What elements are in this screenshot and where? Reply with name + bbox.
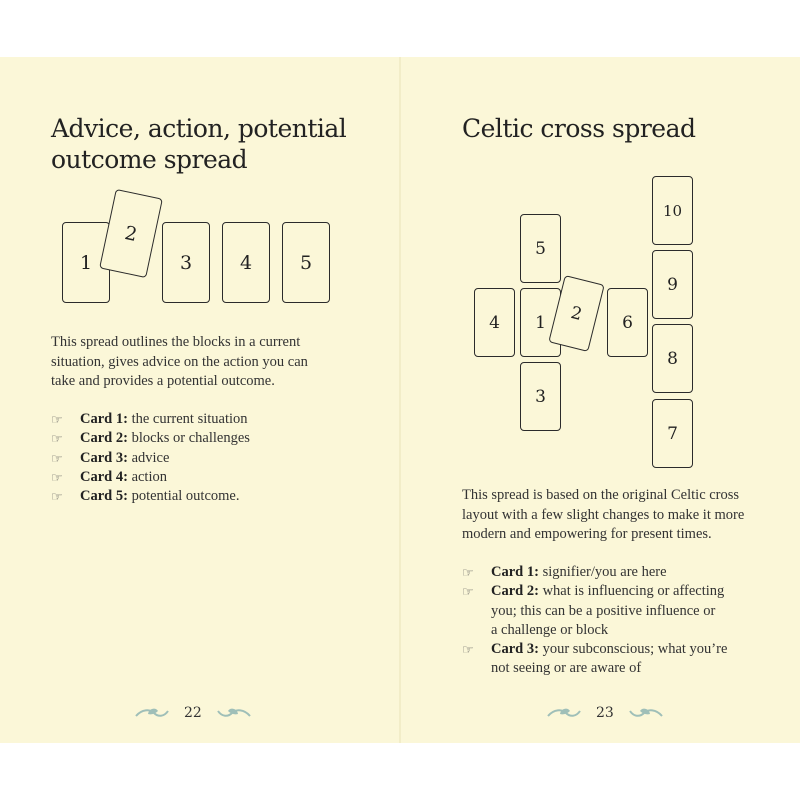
right-description-line1: This spread is based on the original Celtic cross [462, 487, 740, 503]
left-description [51, 333, 308, 392]
left-card-list [51, 410, 250, 506]
list-item: ☞ Card 2: blocks or challenges [51, 429, 250, 448]
left-page-title [51, 113, 346, 175]
right-description-line3: modern and empowering for present times. [462, 526, 712, 542]
celtic-card-7: 7 [652, 399, 693, 468]
left-page-footer [134, 705, 252, 721]
celtic-card-9: 9 [652, 250, 693, 319]
spread-card-5: 5 [282, 222, 330, 303]
pointing-hand-icon: ☞ [51, 431, 63, 447]
spread-card-2: 2 [99, 189, 163, 278]
left-title-line1: Advice, action, potential [51, 114, 347, 143]
leaf-flourish-icon [546, 705, 582, 721]
list-item: ☞ Card 1: signifier/you are here [462, 563, 727, 582]
right-description-line2: layout with a few slight changes to make it more [462, 506, 745, 523]
list-item: ☞ Card 5: potential outcome. [51, 487, 250, 506]
pointing-hand-icon: ☞ [462, 642, 474, 658]
list-item: ☞ Card 2: what is influencing or affecting you; this can be a positive influence or a challenge or block [462, 583, 725, 638]
list-item: ☞ Card 3: your subconscious; what you’re not seeing or are aware of [462, 641, 728, 677]
spread-card-4: 4 [222, 222, 270, 303]
right-card-list [462, 563, 727, 679]
pointing-hand-icon: ☞ [51, 450, 63, 466]
left-description-line2: situation, gives advice on the action you can [51, 353, 308, 370]
pointing-hand-icon: ☞ [51, 412, 63, 427]
pointing-hand-icon: ☞ [51, 469, 63, 485]
list-item: ☞ Card 3: advice [51, 449, 250, 468]
page-number: 23 [596, 705, 614, 721]
celtic-card-3: 3 [520, 362, 561, 431]
right-description [462, 486, 744, 545]
leaf-flourish-icon [134, 705, 170, 721]
celtic-card-8: 8 [652, 324, 693, 393]
celtic-card-6: 6 [607, 288, 648, 357]
pointing-hand-icon: ☞ [462, 565, 474, 580]
celtic-card-5: 5 [520, 214, 561, 283]
leaf-flourish-icon [628, 705, 664, 721]
left-description-line3: take and provides a potential outcome. [51, 373, 275, 389]
celtic-card-10: 10 [652, 176, 693, 245]
right-page-footer [546, 705, 664, 721]
right-page-title: Celtic cross spread [462, 114, 696, 143]
pointing-hand-icon: ☞ [462, 584, 474, 600]
spread-card-1: 1 [62, 222, 110, 303]
pointing-hand-icon: ☞ [51, 489, 63, 505]
page-number: 22 [184, 705, 202, 721]
celtic-card-2: 2 [548, 275, 604, 352]
left-description-line1: This spread outlines the blocks in a current [51, 334, 301, 350]
leaf-flourish-icon [216, 705, 252, 721]
spread-card-3: 3 [162, 222, 210, 303]
list-item: ☞ Card 1: the current situation [51, 410, 250, 429]
list-item: ☞ Card 4: action [51, 468, 250, 487]
left-title-line2: outcome spread [51, 145, 248, 174]
celtic-card-4: 4 [474, 288, 515, 357]
celtic-card-1: 1 [520, 288, 561, 357]
